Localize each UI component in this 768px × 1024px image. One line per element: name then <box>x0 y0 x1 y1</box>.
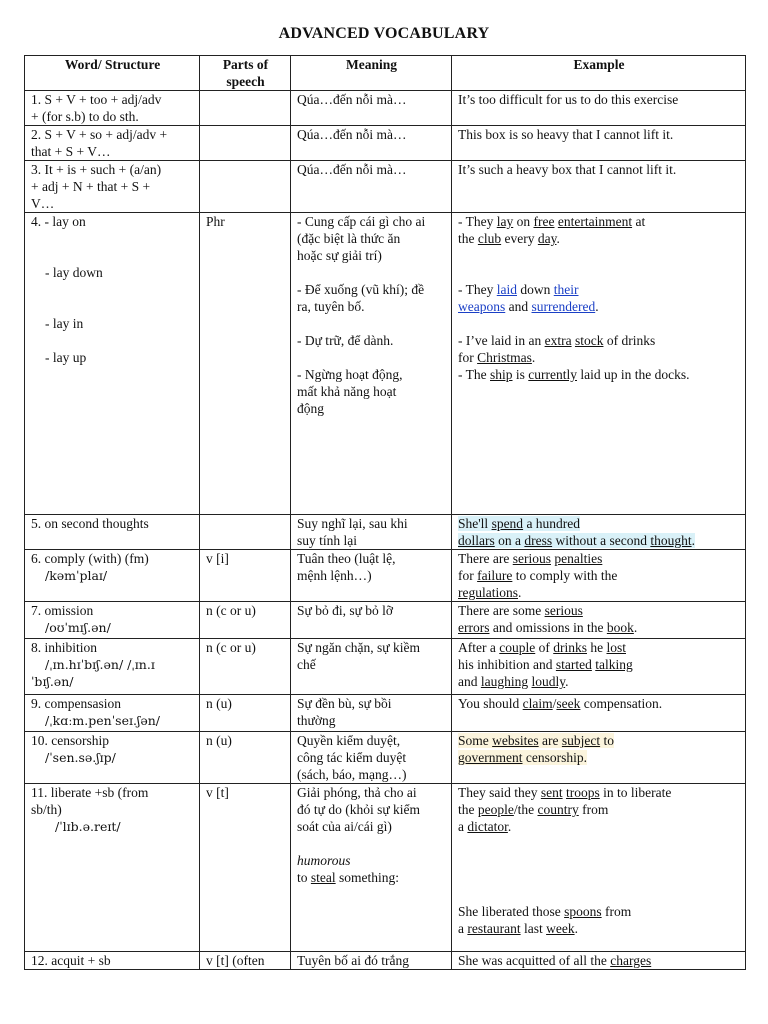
word-cell: 5. on second thoughts <box>25 515 200 550</box>
example-cell: They said they sent troops in to liberate the people/the country from a dictator. She liberated those spoons from a restaurant last week. <box>452 784 746 952</box>
meaning-cell: Qúa…đến nỗi mà… <box>291 161 452 213</box>
example-cell: You should claim/seek compensation. <box>452 695 746 732</box>
meaning-cell: Qúa…đến nỗi mà… <box>291 126 452 161</box>
word-cell: 12. acquit + sb <box>25 952 200 970</box>
word-cell: 3. It + is + such + (a/an) + adj + N + that + S + V… <box>25 161 200 213</box>
pos-cell <box>200 91 291 126</box>
example-cell: There are some serious errors and omissions in the book. <box>452 602 746 639</box>
word-cell: 10. censorship /ˈsen.sə.ʃɪp/ <box>25 732 200 784</box>
pos-cell: n (u) <box>200 732 291 784</box>
pos-cell: n (c or u) <box>200 639 291 695</box>
pos-cell: v [t] <box>200 784 291 952</box>
pos-cell: v [t] (often <box>200 952 291 970</box>
example-cell: There are serious penalties for failure to comply with the regulations. <box>452 550 746 602</box>
table-row <box>25 126 746 161</box>
page-title: ADVANCED VOCABULARY <box>278 25 490 42</box>
table-row <box>25 161 746 213</box>
table-row <box>25 213 746 515</box>
meaning-cell: Suy nghĩ lại, sau khi suy tính lại <box>291 515 452 550</box>
header-example: Example <box>452 56 746 91</box>
example-cell: It’s such a heavy box that I cannot lift it. <box>452 161 746 213</box>
table-row <box>25 515 746 550</box>
meaning-cell: Giải phóng, thả cho ai đó tự do (khỏi sự kiểm soát của ai/cái gì) humorous to steal something: <box>291 784 452 952</box>
example-cell: She'll spend a hundred dollars on a dress without a second thought. <box>452 515 746 550</box>
word-cell: 8. inhibition /ˌɪn.hɪˈbɪʃ.ən/ /ˌɪn.ɪ ˈbɪʃ.ən/ <box>25 639 200 695</box>
vocabulary-table <box>24 55 746 970</box>
pos-cell: v [i] <box>200 550 291 602</box>
pos-cell <box>200 161 291 213</box>
meaning-cell: Sự đền bù, sự bồi thường <box>291 695 452 732</box>
table-row <box>25 695 746 732</box>
pos-cell: n (c or u) <box>200 602 291 639</box>
word-cell: 6. comply (with) (fm) /kəmˈplaɪ/ <box>25 550 200 602</box>
example-cell: It’s too difficult for us to do this exercise <box>452 91 746 126</box>
table-row <box>25 784 746 952</box>
meaning-cell: Tuyên bố ai đó trắng <box>291 952 452 970</box>
table-row <box>25 602 746 639</box>
pos-cell <box>200 126 291 161</box>
word-cell: 9. compensasion /ˌkɑːm.penˈseɪ.ʃən/ <box>25 695 200 732</box>
word-cell: 1. S + V + too + adj/adv + (for s.b) to do sth. <box>25 91 200 126</box>
header-pos: Parts of speech <box>200 56 291 91</box>
table-row <box>25 639 746 695</box>
word-cell: 4. - lay on - lay down - lay in - lay up <box>25 213 200 515</box>
meaning-cell: Sự ngăn chặn, sự kiềm chế <box>291 639 452 695</box>
meaning-cell: Sự bỏ đi, sự bỏ lỡ <box>291 602 452 639</box>
table-row <box>25 91 746 126</box>
example-cell: - They lay on free entertainment at the club every day. - They laid down their weapons and surrendered. - I’ve laid in an extra stock of drinks for Christmas. - The ship is currently laid up in the docks. <box>452 213 746 515</box>
table-row <box>25 952 746 970</box>
table-row <box>25 732 746 784</box>
meaning-cell: Qúa…đến nỗi mà… <box>291 91 452 126</box>
word-cell: 7. omission /oʊˈmɪʃ.ən/ <box>25 602 200 639</box>
example-cell: She was acquitted of all the charges <box>452 952 746 970</box>
example-cell: Some websites are subject to government censorship. <box>452 732 746 784</box>
table-header-row <box>25 56 746 91</box>
meaning-cell: Quyền kiểm duyệt, công tác kiểm duyệt (sách, báo, mạng…) <box>291 732 452 784</box>
example-cell: This box is so heavy that I cannot lift it. <box>452 126 746 161</box>
meaning-cell: - Cung cấp cái gì cho ai (đặc biệt là thức ăn hoặc sự giải trí) - Để xuống (vũ khí); đề ra, tuyên bố. - Dự trữ, để dành. - Ngừng hoạt động, mất khả năng hoạt động <box>291 213 452 515</box>
example-cell: After a couple of drinks he lost his inhibition and started talking and laughing loudly. <box>452 639 746 695</box>
meaning-cell: Tuân theo (luật lệ, mệnh lệnh…) <box>291 550 452 602</box>
header-word: Word/ Structure <box>25 56 200 91</box>
table-row <box>25 550 746 602</box>
word-cell: 11. liberate +sb (from sb/th) /ˈlɪb.ə.reɪt/ <box>25 784 200 952</box>
pos-cell <box>200 515 291 550</box>
header-meaning: Meaning <box>291 56 452 91</box>
pos-cell: n (u) <box>200 695 291 732</box>
word-cell: 2. S + V + so + adj/adv + that + S + V… <box>25 126 200 161</box>
pos-cell: Phr <box>200 213 291 515</box>
